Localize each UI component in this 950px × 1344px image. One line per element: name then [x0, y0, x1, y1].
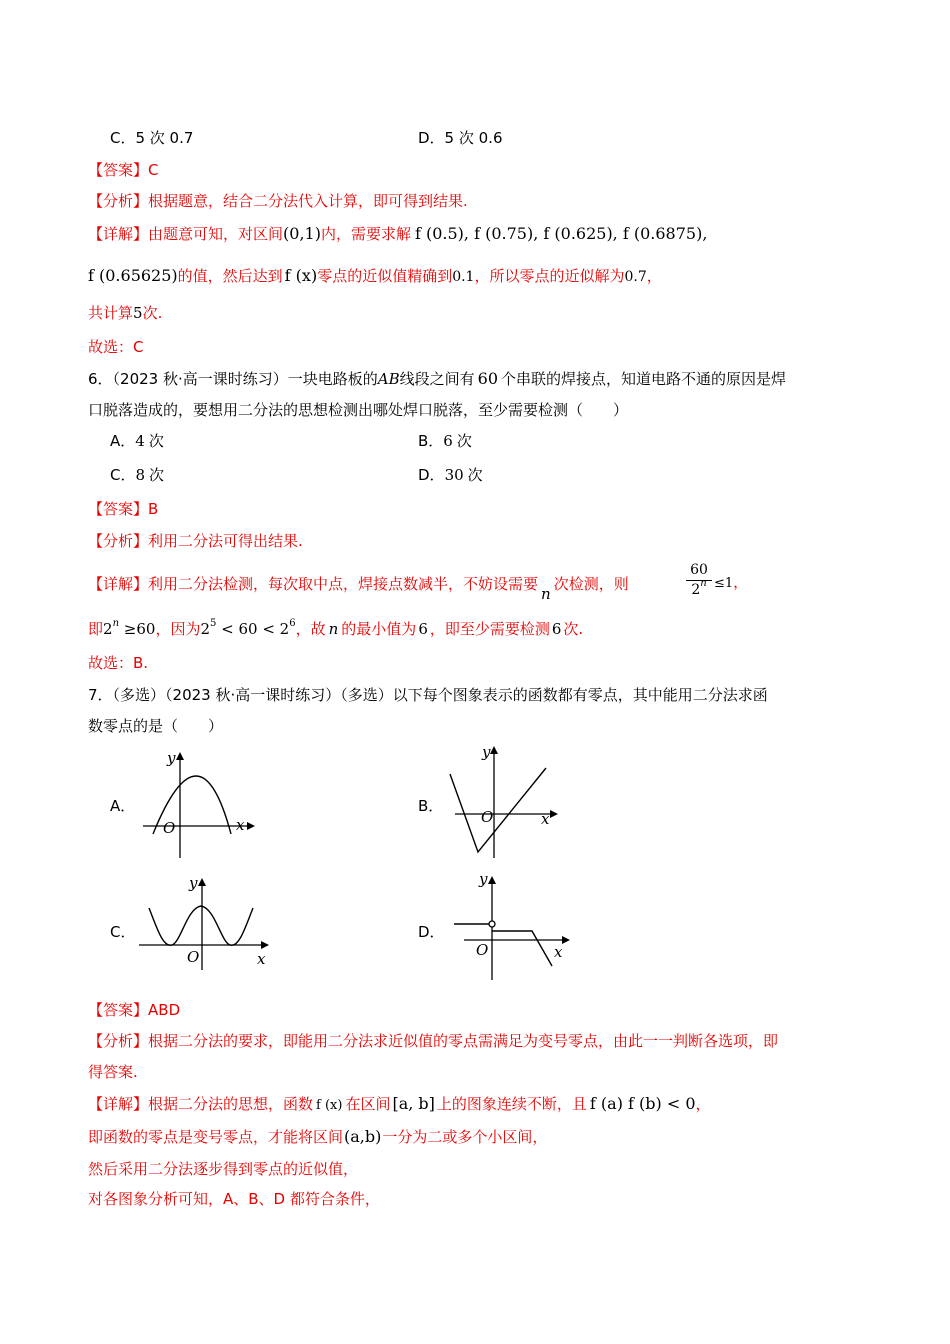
q7-option-b-label: B．: [418, 797, 444, 815]
graph-c-svg: [135, 872, 271, 972]
ineq1-exp: n: [112, 618, 120, 629]
ineq2-b-exp: 6: [289, 618, 296, 629]
detail-text: 即函数的零点是变号零点，才能将区间: [88, 1128, 344, 1146]
q7-detail-line-3: 然后采用二分法逐步得到零点的近似值，: [88, 1160, 359, 1178]
le-one-math: ≤1: [714, 576, 734, 591]
graph-b-svg: [440, 742, 560, 860]
answer-value: C: [148, 161, 159, 179]
stem-text: 个串联的焊接点，知道电路不通的原因是焊: [501, 370, 787, 388]
detail-label: 【详解】: [88, 575, 149, 593]
option-label: D．: [418, 466, 445, 484]
q6-option-b: [418, 431, 472, 451]
option-value: 8: [135, 466, 146, 484]
product-math: f (a) f (b) < 0: [589, 1094, 696, 1113]
answer-label: 【答案】: [88, 1001, 149, 1019]
detail-text: 的值，然后达到: [177, 267, 283, 285]
min-val-math: 6: [418, 620, 428, 638]
q5-conclusion: 故选：C: [88, 338, 144, 356]
detail-text: 一分为二或多个小区间，: [382, 1128, 548, 1146]
q7-analysis-line-1: [88, 1031, 778, 1051]
y-label: y: [167, 749, 176, 767]
graph-a-svg: [135, 748, 255, 860]
q7-detail-line-1: [88, 1094, 711, 1116]
origin-label: O: [187, 948, 200, 966]
q5-detail-line-1: [88, 224, 707, 244]
origin-label: O: [163, 819, 176, 837]
q6-detail-line-1: [88, 574, 629, 603]
right-step: [492, 931, 552, 966]
ab-math: AB: [377, 370, 400, 388]
detail-text: 内，需要求解: [320, 225, 411, 243]
fraction-den-exp: n: [700, 578, 707, 589]
n-math: n: [541, 585, 551, 603]
q6-conclusion: 故选：B.: [88, 654, 149, 672]
fraction-den-base: 2: [691, 582, 701, 598]
fraction-numerator: 60: [686, 561, 712, 581]
q6-stem-line-1: [88, 369, 786, 389]
q5-analysis-line: [88, 191, 468, 211]
detail-text: ，: [695, 1095, 711, 1113]
y-label: y: [479, 870, 488, 888]
v-curve: [450, 768, 546, 852]
option-unit: 次: [148, 432, 164, 450]
q6-analysis-line: [88, 531, 303, 551]
q5-detail-line-3: [88, 303, 162, 323]
interval-math: (0,1): [283, 224, 321, 243]
detail-text: 零点的近似值精确到: [317, 267, 453, 285]
option-unit: 次: [456, 432, 472, 450]
option-value: 4: [135, 432, 145, 450]
y-axis-arrow: [490, 746, 498, 754]
detail-label: 【详解】: [88, 225, 149, 243]
ineq1-base: 2: [103, 620, 113, 638]
y-axis-arrow: [198, 878, 206, 886]
q7-graph-a: [135, 748, 255, 860]
option-label: A．: [110, 432, 136, 450]
detail-text: 共计算: [88, 304, 134, 322]
detail-text: ，故: [295, 620, 326, 638]
analysis-label: 【分析】: [88, 532, 149, 550]
open-interval-math: (a,b): [344, 1127, 382, 1146]
ineq2-mid: < 60 < 2: [216, 620, 290, 638]
q6-option-c: [110, 465, 164, 485]
graph-d-svg: [450, 870, 572, 982]
open-point: [489, 921, 495, 927]
q7-graph-b: [440, 742, 560, 860]
option-unit: 次: [149, 466, 165, 484]
fx-math: f (x): [316, 1098, 343, 1113]
q6-option-a: [110, 431, 164, 451]
ineq1-math: [103, 620, 155, 638]
ineq1-rest: ≥60: [123, 620, 156, 638]
analysis-text: 根据题意，结合二分法代入计算，即可得到结果.: [148, 192, 468, 210]
option-value: 6: [443, 432, 453, 450]
q7-option-c-label: C．: [110, 923, 136, 941]
q6-stem-line-2: 口脱落造成的，要想用二分法的思想检测出哪处焊口脱落，至少需要检测（ ）: [88, 401, 629, 419]
q5-detail-line-2: [88, 266, 662, 287]
detail-label: 【详解】: [88, 1095, 149, 1113]
f-values-math: f (0.5), f (0.75), f (0.625), f (0.6875),: [414, 224, 708, 243]
q7-detail-line-2: [88, 1127, 547, 1147]
q7-option-a-label: A．: [110, 797, 136, 815]
x-axis-arrow: [247, 822, 255, 830]
q7-detail-line-4: 对各图象分析可知，A、B、D 都符合条件，: [88, 1190, 380, 1208]
detail-text: ，: [733, 573, 749, 591]
y-axis-arrow: [176, 752, 184, 760]
precision-math: 0.1: [452, 269, 475, 285]
detail-text: 利用二分法检测，每次取中点，焊接点数减半，不妨设需要: [148, 575, 539, 593]
q7-graph-c: [135, 872, 271, 972]
fx-math: f (x): [284, 266, 318, 285]
answer-value: ABD: [148, 1001, 181, 1019]
analysis-text: 利用二分法可得出结果.: [148, 532, 303, 550]
x-label: x: [541, 810, 550, 828]
approx-math: 0.7: [624, 269, 647, 285]
fraction-denominator: [686, 578, 712, 599]
x-label: x: [236, 816, 245, 834]
stem-text: 6．（2023 秋·高一课时练习）一块电路板的: [88, 370, 378, 388]
q5-option-d: D．5 次 0.6: [418, 129, 503, 147]
fraction: [686, 561, 712, 599]
q7-stem-line-2: 数零点的是（ ）: [88, 717, 224, 735]
x-label: x: [257, 950, 266, 968]
option-unit: 次: [467, 466, 483, 484]
option-label: B．: [418, 432, 444, 450]
detail-text: 即: [88, 620, 104, 638]
option-label: C．: [110, 466, 136, 484]
q7-answer-line: [88, 1000, 180, 1020]
min-val-math: 6: [551, 620, 562, 638]
detail-text: 根据二分法的思想，函数: [148, 1095, 314, 1113]
y-axis-arrow: [488, 876, 496, 884]
ineq2-math: [200, 620, 295, 638]
f-last-math: f (0.65625): [88, 266, 178, 285]
detail-text: 次检测，则: [553, 575, 629, 593]
n-math: n: [328, 620, 339, 638]
q7-stem-line-1: 7．（多选）（2023 秋·高一课时练习）（多选）以下每个图象表示的函数都有零点，其中能用二分法求函: [88, 686, 768, 704]
q7-graph-d: [450, 870, 572, 982]
detail-text: 由题意可知，对区间: [148, 225, 284, 243]
count-math: 5: [133, 304, 143, 322]
answer-label: 【答案】: [88, 161, 149, 179]
detail-text: 次.: [142, 304, 163, 322]
answer-label: 【答案】: [88, 500, 149, 518]
analysis-label: 【分析】: [88, 1032, 149, 1050]
q6-option-d: [418, 465, 483, 485]
q7-analysis-line-2: 得答案.: [88, 1063, 138, 1081]
answer-value: B: [148, 500, 159, 518]
le-one: [714, 572, 748, 594]
q5-answer-line: [88, 160, 159, 180]
detail-text: ，即至少需要检测: [429, 620, 550, 638]
q6-detail-line-2: [88, 619, 583, 639]
q5-option-c: C．5 次 0.7: [110, 129, 194, 147]
detail-text: 在区间: [345, 1095, 391, 1113]
x-axis-arrow: [261, 941, 269, 949]
detail-text: ，: [646, 267, 662, 285]
ineq2-a: 2: [200, 620, 211, 638]
analysis-text: 根据二分法的要求，即能用二分法求近似值的零点需满足为变号零点，由此一一判断各选项，即: [148, 1032, 779, 1050]
wave-curve: [149, 906, 253, 945]
detail-text: 次.: [563, 620, 584, 638]
detail-text: 上的图象连续不断，且: [436, 1095, 587, 1113]
x-label: x: [554, 943, 563, 961]
q7-option-d-label: D．: [418, 923, 445, 941]
sixty-math: 60: [477, 369, 498, 388]
x-axis-arrow: [562, 936, 570, 944]
x-axis-arrow: [550, 810, 558, 818]
closed-interval-math: [a, b]: [392, 1094, 435, 1113]
analysis-label: 【分析】: [88, 192, 149, 210]
ineq2-a-exp: 5: [210, 618, 217, 629]
y-label: y: [482, 743, 491, 761]
detail-text: ，所以零点的近似解为: [474, 267, 625, 285]
detail-text: ，因为: [155, 620, 201, 638]
origin-label: O: [481, 808, 494, 826]
stem-text: 线段之间有: [399, 370, 475, 388]
q6-answer-line: [88, 499, 158, 519]
option-value: 30: [444, 466, 464, 484]
detail-text: 的最小值为: [341, 620, 417, 638]
origin-label: O: [476, 941, 489, 959]
y-label: y: [189, 874, 198, 892]
